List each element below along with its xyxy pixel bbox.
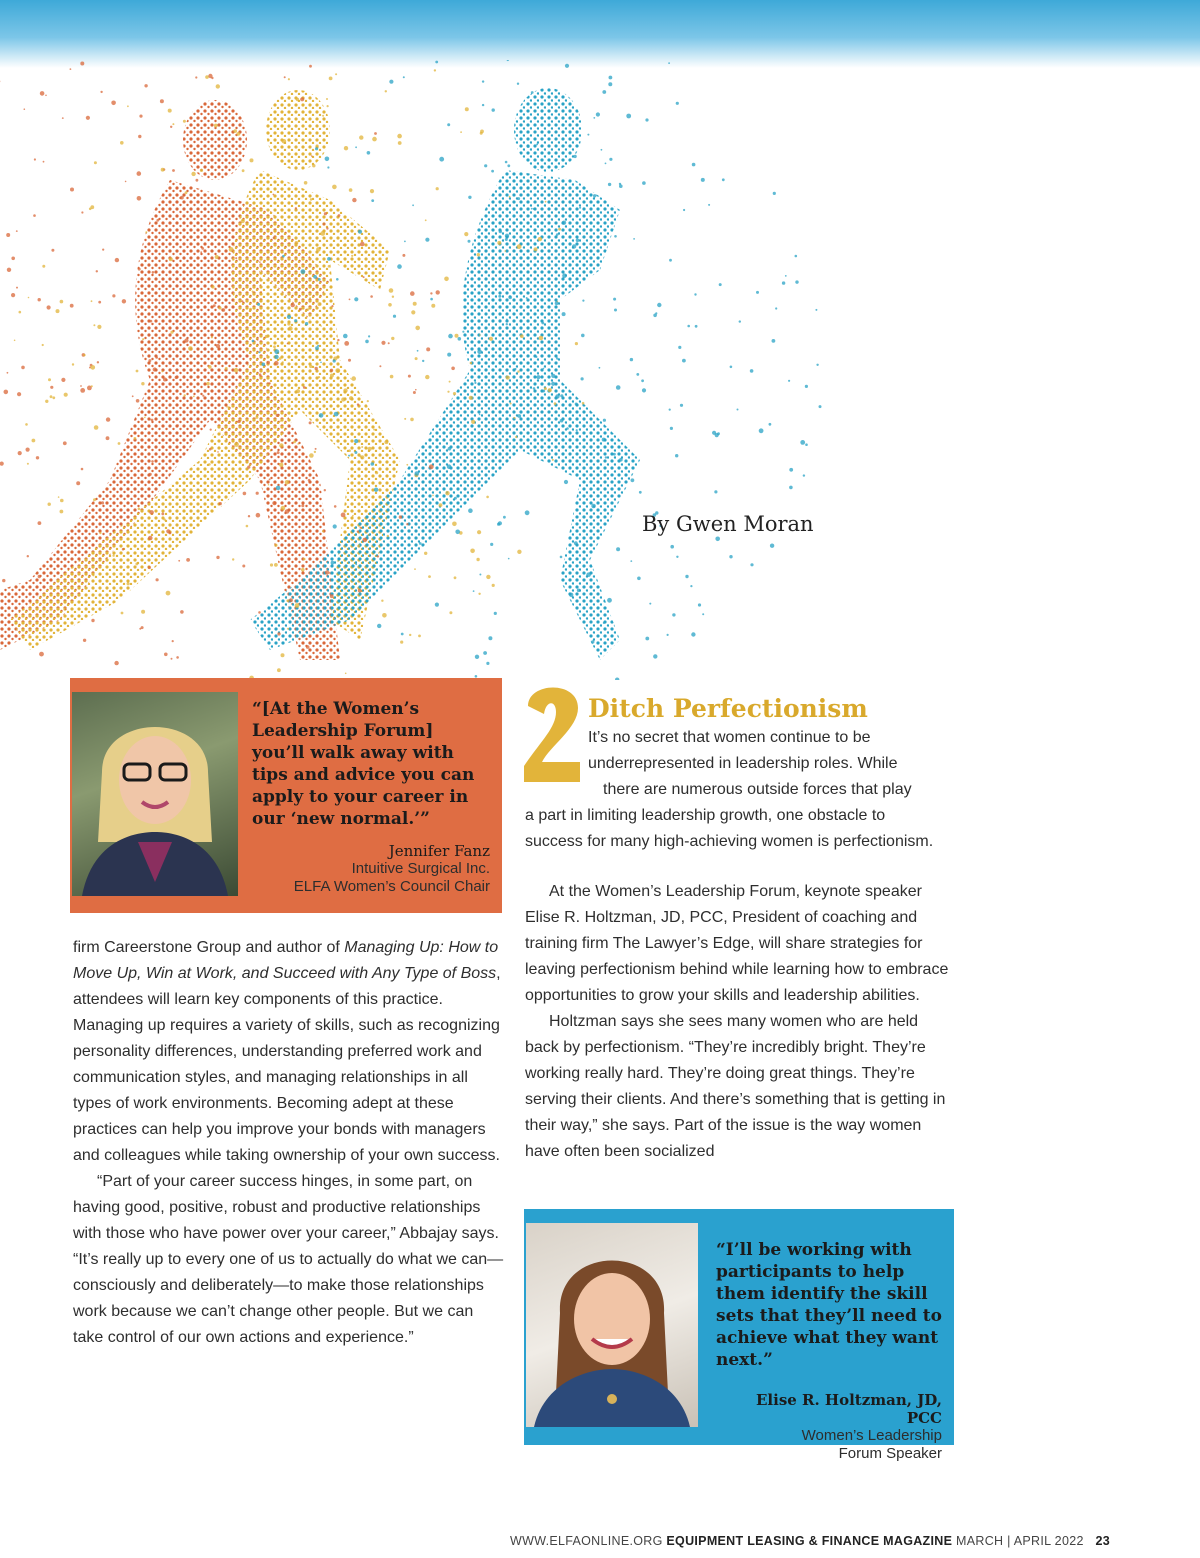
section-number-two [520,676,586,786]
quote-box-holtzman [524,1209,954,1462]
page-footer [510,1534,1110,1548]
left-paragraph-2: “Part of your career success hinges, in some part, on having good, positive, robust and productive relationships with those who have power over your career,” Abbajay says. “It’s really up to every one of us to actually do what we can—consciously and deliberately—to make those relationships work because we can’t change other people. But we can take control of our own actions and experience.” [73,1173,504,1346]
quote-role-holtzman-1: Women’s Leadership [801,1427,942,1444]
photo-jennifer-fanz [72,692,238,896]
quote-role-holtzman-2: Forum Speaker [838,1445,942,1462]
right-paragraph-2: At the Women’s Leadership Forum, keynote speaker Elise R. Holtzman, JD, PCC, President of coaching and training firm The Lawyer’s Edge, will share strategies for leaving perfectionism behind while learning how to embrace opportunities to grow your skills and leadership abilities. [525,883,949,1004]
quote-box-fanz [70,678,502,913]
byline: By Gwen Moran [642,512,814,536]
intro-line-2: underrepresented in leadership roles. While [588,755,898,772]
page-number: 23 [1095,1534,1110,1548]
right-column [525,879,953,1165]
left-column [73,935,505,1351]
footer-issue: MARCH | APRIL 2022 [956,1534,1084,1548]
top-color-band [0,0,1200,68]
quote-author-fanz: Jennifer Fanz [388,842,490,860]
left-paragraph-1: firm Careerstone Group and author of Managing Up: How to Move Up, Win at Work, and Succeed with Any Type of Boss, attendees will learn key components of this practice. Managing up requires a variety of skills, such as recognizing personality differences, understanding preferred work and communication styles, and managing relationships in all types of work environments. Becoming adept at these practices can help you improve your bonds with managers and colleagues while taking ownership of your own success. [73,939,501,1164]
quote-text-holtzman: “I’ll be working with participants to help them identify the skill sets that they’ll need to achieve what they want next.” [716,1240,942,1370]
intro-continuation: a part in limiting leadership growth, one obstacle to success for many high-achieving women is perfectionism. [525,807,934,850]
book-title: Managing Up: How to Move Up, Win at Work, and Succeed with Any Type of Boss [73,939,499,982]
quote-role-fanz-2: ELFA Women’s Council Chair [293,878,490,895]
footer-magazine: EQUIPMENT LEASING & FINANCE MAGAZINE [666,1534,953,1548]
section-title: Ditch Perfectionism [588,694,868,723]
right-paragraph-3: Holtzman says she sees many women who are held back by perfectionism. “They’re incredibly bright. They’re working really hard. They’re doing great things. They’re serving their clients. And there’s something that is getting in their way,” she says. Part of the issue is the way women have often been socialized [525,1013,946,1160]
runners-illustration [0,60,1200,680]
quote-role-fanz-1: Intuitive Surgical Inc. [351,860,490,877]
intro-line-3: there are numerous outside forces that play [603,781,912,798]
photo-elise-holtzman [526,1223,698,1427]
footer-url: WWW.ELFAONLINE.ORG [510,1534,663,1548]
intro-line-1: It’s no secret that women continue to be [588,729,871,746]
quote-text-fanz: “[At the Women’s Leadership Forum] you’ll walk away with tips and advice you can apply to your career in our ‘new normal.’” [252,699,475,829]
quote-author-holtzman: Elise R. Holtzman, JD, PCC [755,1391,942,1427]
